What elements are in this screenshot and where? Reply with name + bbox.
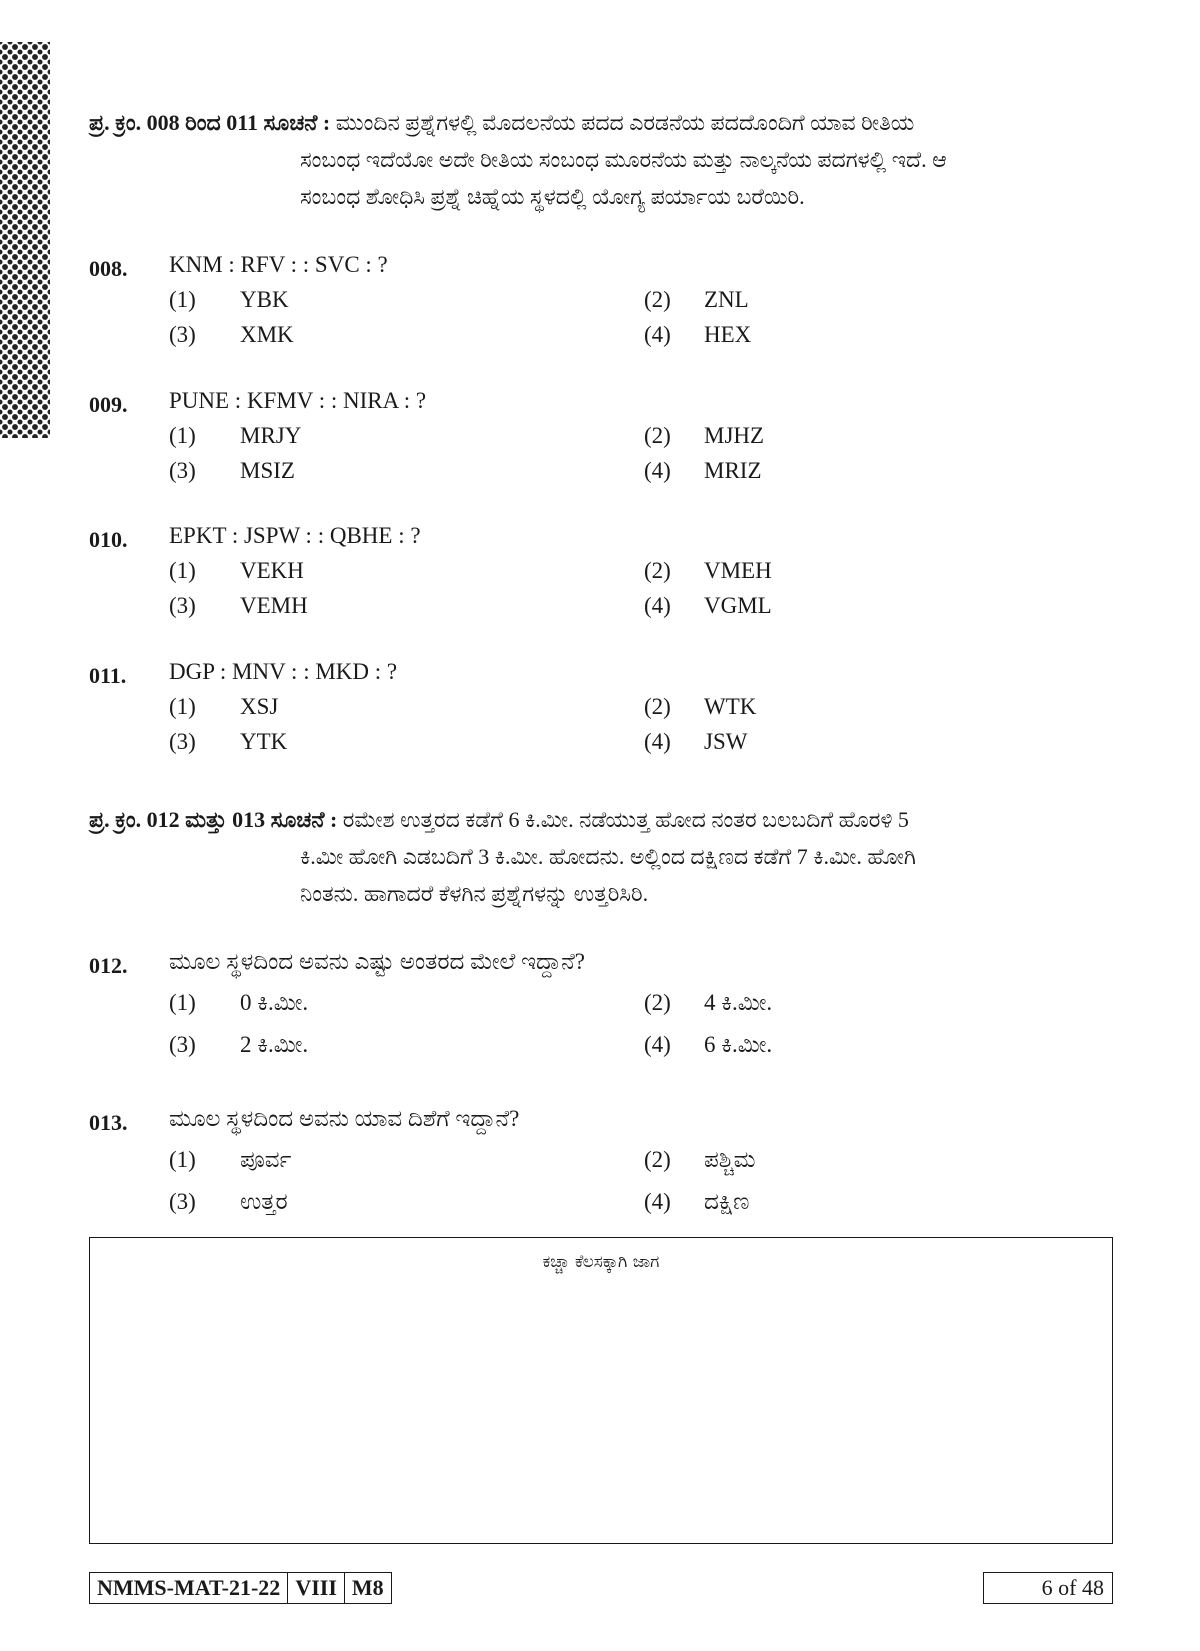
- option-number: (4): [644, 1189, 671, 1214]
- paper-class: VIII: [288, 1573, 345, 1603]
- instruction-lead: ಪ್ರ. ಕ್ರಂ. 008 ರಿಂದ 011 ಸೂಚನೆ :: [89, 110, 331, 135]
- option-number: (2): [644, 423, 671, 448]
- option-number: (2): [644, 1147, 671, 1172]
- question-number: 011.: [89, 663, 127, 688]
- instruction-line: ಮುಂದಿನ ಪ್ರಶ್ನೆಗಳಲ್ಲಿ ಮೊದಲನೆಯ ಪದದ ಎರಡನೆಯ ಪದದೊಂದಿಗೆ ಯಾವ ರೀತಿಯ: [335, 110, 915, 135]
- question-number: 010.: [89, 527, 128, 552]
- option-number: (2): [644, 558, 671, 583]
- question-text: EPKT : JSPW : : QBHE : ?: [169, 523, 421, 548]
- option-value: HEX: [704, 322, 752, 347]
- option-value: MRJY: [240, 423, 302, 448]
- option-number: (1): [169, 1147, 196, 1172]
- option-value: VGML: [704, 593, 772, 618]
- option-value: 4 ಕಿ.ಮೀ.: [704, 990, 773, 1015]
- instruction-008-011: [89, 104, 947, 215]
- instruction-lead: ಪ್ರ. ಕ್ರಂ. 012 ಮತ್ತು 013 ಸೂಚನೆ :: [89, 807, 338, 832]
- question-text: DGP : MNV : : MKD : ?: [169, 659, 398, 684]
- instruction-012-013: [89, 801, 916, 912]
- option-number: (1): [169, 694, 196, 719]
- option-number: (2): [644, 990, 671, 1015]
- decorative-border: [0, 42, 50, 438]
- paper-code-box: [89, 1572, 392, 1604]
- option-number: (1): [169, 558, 196, 583]
- option-number: (3): [169, 322, 196, 347]
- option-value: MJHZ: [704, 423, 765, 448]
- option-value: YTK: [240, 729, 288, 754]
- question-number: 009.: [89, 392, 128, 417]
- option-number: (4): [644, 1032, 671, 1057]
- question-text: ಮೂಲ ಸ್ಥಳದಿಂದ ಅವನು ಎಷ್ಟು ಅಂತರದ ಮೇಲೆ ಇದ್ದಾನೆ?: [169, 949, 586, 974]
- option-number: (4): [644, 458, 671, 483]
- question-number: 012.: [89, 953, 128, 978]
- option-value: VMEH: [704, 558, 772, 583]
- option-value: ZNL: [704, 287, 749, 312]
- option-value: MSIZ: [240, 458, 295, 483]
- option-value: ಪಶ್ಚಿಮ: [704, 1147, 756, 1172]
- paper-version: M8: [351, 1575, 384, 1600]
- option-value: VEKH: [240, 558, 304, 583]
- paper-code: NMMS-MAT-21-22: [90, 1573, 288, 1603]
- rough-work-label: ಕಚ್ಚಾ ಕೆಲಸಕ್ಕಾಗಿ ಜಾಗ: [542, 1252, 660, 1272]
- option-value: YBK: [240, 287, 289, 312]
- option-value: XMK: [240, 322, 294, 347]
- instruction-line: ರಮೇಶ ಉತ್ತರದ ಕಡೆಗೆ 6 ಕಿ.ಮೀ. ನಡೆಯುತ್ತ ಹೋದ ನಂತರ ಬಲಬದಿಗೆ ಹೊರಳಿ 5: [342, 807, 909, 832]
- instruction-line: ಕಿ.ಮೀ ಹೋಗಿ ಎಡಬದಿಗೆ 3 ಕಿ.ಮೀ. ಹೋದನು. ಅಲ್ಲಿಂದ ದಕ್ಷಿಣದ ಕಡೆಗೆ 7 ಕಿ.ಮೀ. ಹೋಗಿ: [300, 844, 916, 869]
- question-text: KNM : RFV : : SVC : ?: [169, 252, 388, 277]
- option-value: WTK: [704, 694, 757, 719]
- option-number: (4): [644, 729, 671, 754]
- rough-work-area: [89, 1237, 1113, 1544]
- option-value: 0 ಕಿ.ಮೀ.: [240, 990, 309, 1015]
- option-number: (4): [644, 322, 671, 347]
- option-number: (1): [169, 287, 196, 312]
- question-text: PUNE : KFMV : : NIRA : ?: [169, 388, 427, 413]
- option-value: ದಕ್ಷಿಣ: [704, 1189, 750, 1214]
- instruction-line: ನಿಂತನು. ಹಾಗಾದರೆ ಕೆಳಗಿನ ಪ್ರಶ್ನೆಗಳನ್ನು ಉತ್ತರಿಸಿರಿ.: [300, 881, 649, 906]
- question-text: ಮೂಲ ಸ್ಥಳದಿಂದ ಅವನು ಯಾವ ದಿಶೆಗೆ ಇದ್ದಾನೆ?: [169, 1106, 520, 1131]
- option-value: XSJ: [240, 694, 279, 719]
- option-number: (3): [169, 458, 196, 483]
- question-number: 008.: [89, 256, 128, 281]
- option-number: (1): [169, 990, 196, 1015]
- option-value: 6 ಕಿ.ಮೀ.: [704, 1032, 773, 1057]
- option-value: ಪೂರ್ವ: [240, 1147, 292, 1172]
- instruction-line: ಸಂಬಂಧ ಇದೆಯೋ ಅದೇ ರೀತಿಯ ಸಂಬಂಧ ಮೂರನೆಯ ಮತ್ತು ನಾಲ್ಕನೆಯ ಪದಗಳಲ್ಲಿ ಇದೆ. ಆ: [300, 147, 947, 172]
- option-value: MRIZ: [704, 458, 762, 483]
- option-value: 2 ಕಿ.ಮೀ.: [240, 1032, 309, 1057]
- option-number: (3): [169, 1032, 196, 1057]
- question-number: 013.: [89, 1110, 128, 1135]
- instruction-line: ಸಂಬಂಧ ಶೋಧಿಸಿ ಪ್ರಶ್ನೆ ಚಿಹ್ನೆಯ ಸ್ಥಳದಲ್ಲಿ ಯೋಗ್ಯ ಪರ್ಯಾಯ ಬರೆಯಿರಿ.: [300, 184, 805, 209]
- option-number: (4): [644, 593, 671, 618]
- option-number: (1): [169, 423, 196, 448]
- option-value: ಉತ್ತರ: [240, 1189, 288, 1214]
- option-number: (3): [169, 1189, 196, 1214]
- option-number: (2): [644, 287, 671, 312]
- option-number: (2): [644, 694, 671, 719]
- option-number: (3): [169, 593, 196, 618]
- option-number: (3): [169, 729, 196, 754]
- page-number: 6 of 48: [983, 1572, 1113, 1604]
- option-value: VEMH: [240, 593, 308, 618]
- option-value: JSW: [704, 729, 748, 754]
